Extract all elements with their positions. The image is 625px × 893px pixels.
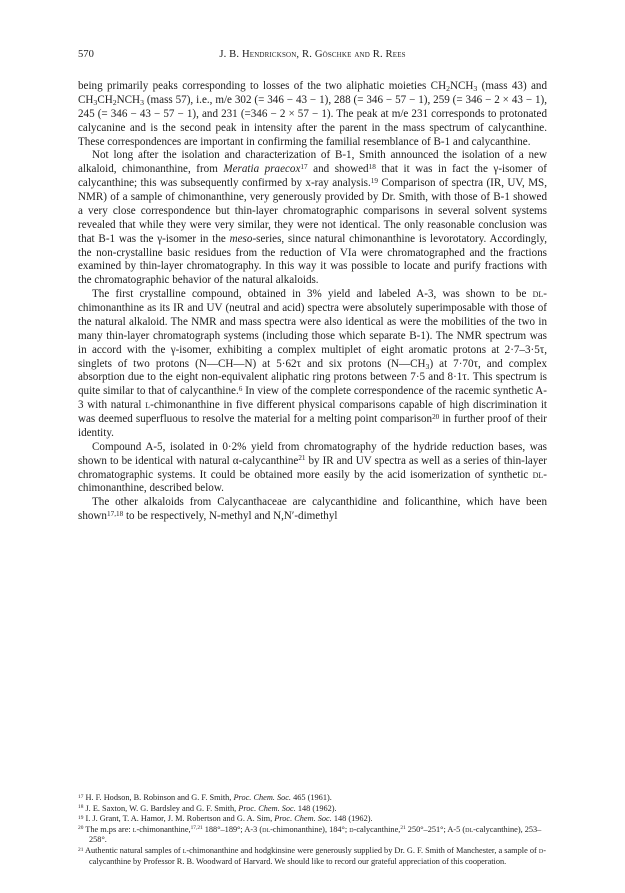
running-head: J. B. Hendrickson, R. Göschke and R. Rees [219,49,406,60]
article-body [78,80,547,524]
page-number: 570 [78,49,94,60]
paragraph-5: The other alkaloids from Calycanthaceae are calycanthidine and folicanthine, which have been shown$^{17,18}$ to be respectively, N-methyl and N,N′-dimethyl [78,496,547,523]
footnote-19: $^{19}$ I. J. Grant, T. A. Hamor, J. M. Robertson and G. A. Sim, Proc. Chem. Soc. 148 (1962). [78,814,373,824]
paragraph-3: The first crystalline compound, obtained in 3% yield and labeled A-3, was shown to be dl-chimonanthine as its IR and UV (neutral and acid) spectra were absolutely superimposable with those of the natural alkaloid. The NMR and mass spectra were also identical as were the mobilities of the two in many thin-layer chromatograph systems (including those which separate B-1). The NMR spectrum was in accord with the γ-isomer, exhibiting a complex multiplet of eight aromatic protons at 2·7–3·5τ, singlets of two protons (N—CH—N) at 5·62τ and six protons $(N—CH_3)$ at 7·70τ, and complex absorption due to the eight non-equivalent aliphatic ring protons between 7·5 and 8·1τ. This spectrum is quite similar to that of calycanthine.$^6$ In view of the complete correspondence of the racemic synthetic A-3 with natural l-chimonanthine in five different physical comparisons capable of high discrimination it was deemed superfluous to resolve the material for a melting point comparison$^{20}$ in further proof of their identity. [78,288,548,439]
footnote-21: $^{21}$ Authentic natural samples of l-chimonanthine and hodgkinsine were generously supplied by Dr. G. F. Smith of Manchester, a sample of d-calycanthine by Professor R. B. Woodward of Harvard. We should like to record our grateful appreciation of this cooperation. [78,845,546,866]
footnote-18: $^{18}$ J. E. Saxton, W. G. Bardsley and G. F. Smith, Proc. Chem. Soc. 148 (1962). [78,803,337,813]
footnotes [78,793,547,867]
paragraph-2: Not long after the isolation and characterization of B-1, Smith announced the isolation of a new alkaloid, chimonanthine, from Meratia praecox$^{17}$ and showed$^{18}$ that it was in fact the γ-isomer of calycanthine; this was subsequently confirmed by x-ray analysis.$^{19}$ Comparison of spectra (IR, UV, MS, NMR) of a sample of chimonanthine, very generously provided by Dr. Smith, with those of B-1 showed a very close correspondence but thin-layer chromatographic comparisons in several solvent systems revealed that while they were very similar, they were not identical. The only reasonable conclusion was that B-1 was the γ-isomer in the meso-series, since natural chimonanthine is levorotatory. Accordingly, the non-crystalline basic residues from the reduction of VIa were chromatographed and the fractions examined by thin-layer chromatography. In this way it was possible to locate and purify fractions with the chromatographic behavior of the natural alkaloids. [78,149,548,287]
paragraph-4: Compound A-5, isolated in 0·2% yield from chromatography of the hydride reduction bases, was shown to be identical with natural α-calycanthine$^{21}$ by IR and UV spectra as well as a series of thin-layer chromatographic systems. It could be obtained more easily by the acid isomerization of synthetic dl-chimonanthine, described below. [78,440,547,495]
footnote-17: $^{17}$ H. F. Hodson, B. Robinson and G. F. Smith, Proc. Chem. Soc. 465 (1961). [78,793,332,802]
footnote-20: $^{20}$ The m.ps are: l-chimonanthine,$^{17,21}$ 188°–189°; A-3 (dl-chimonanthine), 184°; d-calycanthine,$^{21}$ 250°–251°; A-5 (dl-calycanthine), 253–258°. [78,824,542,845]
page-header [78,49,547,63]
paragraph-1: being primarily peaks corresponding to losses of the two aliphatic moieties $CH_2NCH_3$ (mass 43) and $CH_3CH_2NCH_3$ (mass 57), i.e., m/e 302 (= 346 − 43 − 1), 288 (= 346 − 57 − 1), 259 (= 346 − 2 × 43 − 1), 245 (= 346 − 43 − 57 − 1), and 231 (=346 − 2 × 57 − 1). The peak at m/e 231 corresponds to protonated calycanine and is the second peak in intensity after the parent in the mass spectrum of calycanthine. These correspondences are important in confirming the familial resemblance of B-1 and calycanthine. [78,80,548,148]
